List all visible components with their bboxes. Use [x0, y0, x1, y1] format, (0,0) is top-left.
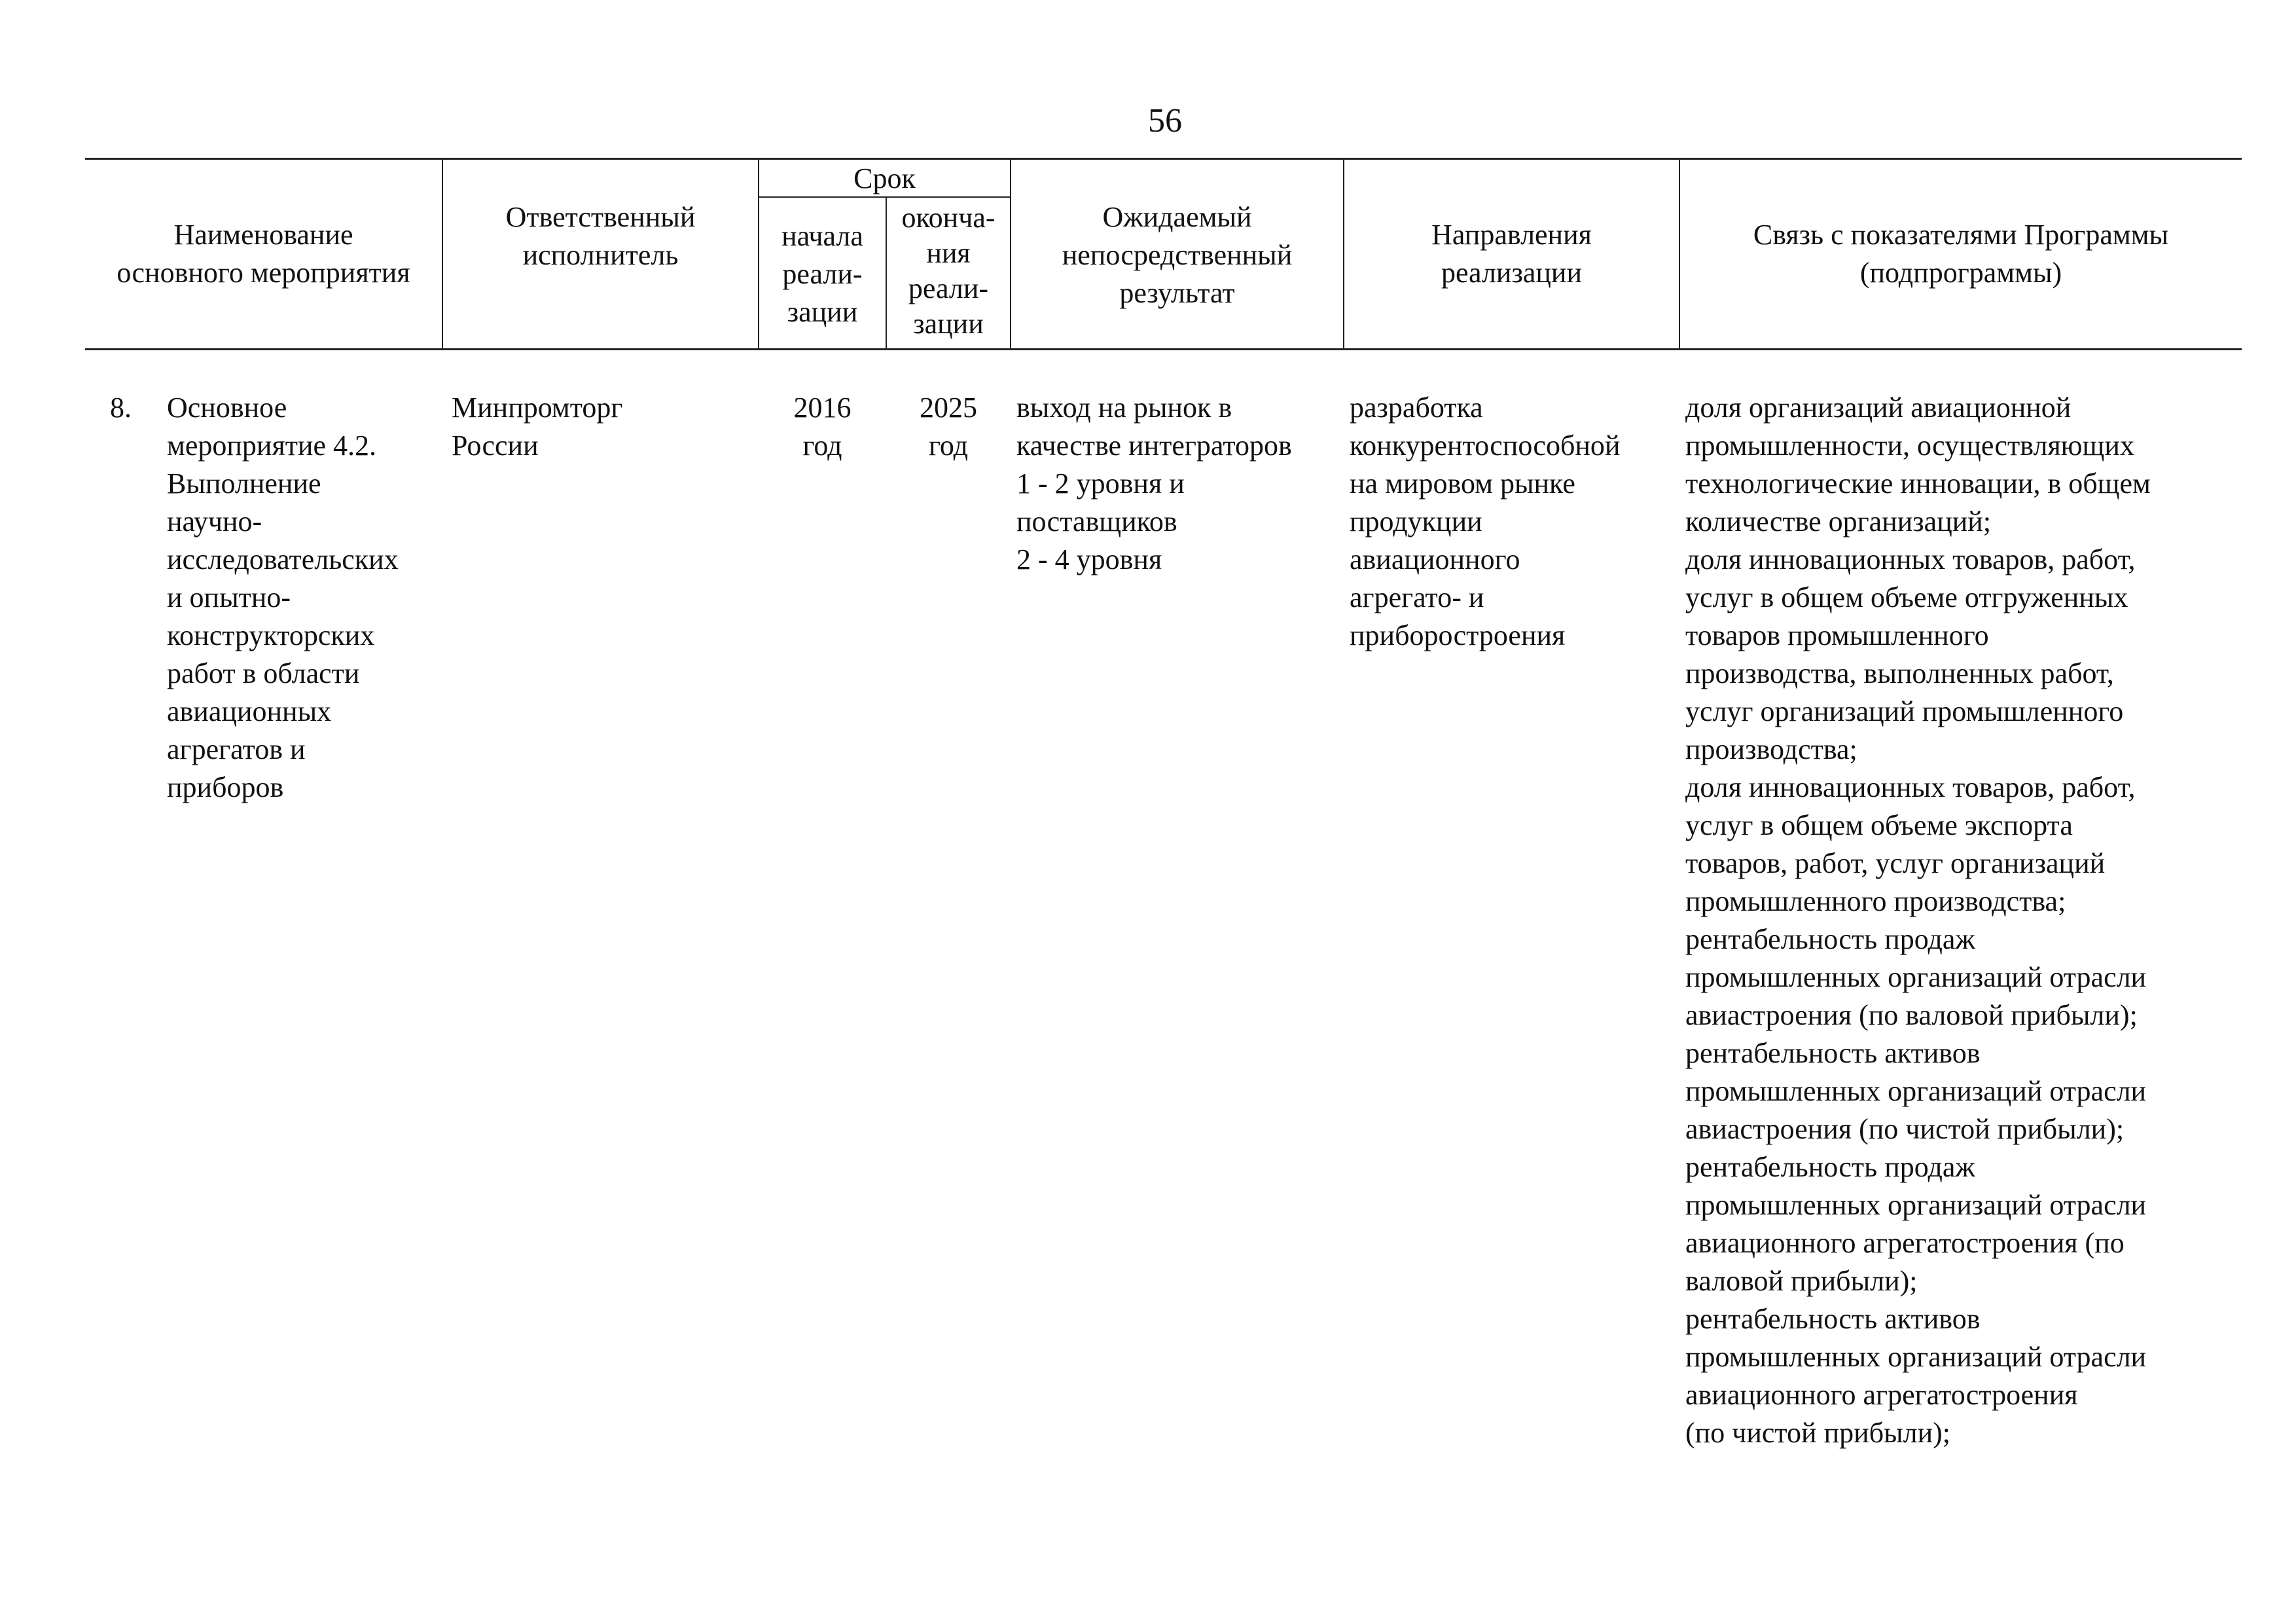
row-executor: Минпромторг России	[452, 392, 623, 462]
row-name: Основное мероприятие 4.2. Выполнение научно- исследовательских и опытно- конструкторских работ в области авиационных агрегатов и приборов	[167, 392, 399, 803]
header-name: Наименование основного мероприятия	[117, 219, 410, 289]
header-term: Срок	[853, 162, 916, 194]
header-indicators: Связь с показателями Программы (подпрограммы)	[1753, 219, 2169, 289]
header-bottom-rule	[85, 348, 2242, 350]
header-directions: Направления реализации	[1431, 219, 1592, 289]
header-end: оконча- ния реали- зации	[901, 202, 996, 340]
table-top-rule	[85, 158, 2242, 160]
header-executor: Ответственный исполнитель	[505, 201, 696, 271]
row-start: 2016 год	[793, 392, 852, 462]
header-start: начала реали- зации	[781, 220, 863, 328]
row-result: выход на рынок в качестве интеграторов 1 - 2 уровня и поставщиков 2 - 4 уровня	[1016, 392, 1292, 575]
row-end: 2025 год	[920, 392, 977, 462]
row-number: 8.	[110, 392, 132, 424]
row-directions: разработка конкурентоспособной на мировом рынке продукции авиационного агрегато- и приборостроения	[1350, 392, 1621, 651]
header-result: Ожидаемый непосредственный результат	[1062, 201, 1293, 309]
row-indicators: доля организаций авиационной промышленности, осуществляющих технологические инновации, в общем количестве организаций; доля инновационных товаров, работ, услуг в общем объеме отгруженных товаров промышленного производства, выполненных работ, услуг организаций промышленного производства; доля инновационных товаров, работ, услуг в общем объеме экспорта товаров, работ, услуг организаций промышленного производства; рентабельность продаж промышленных организаций отрасли авиастроения (по валовой прибыли); рентабельность активов промышленных организаций отрасли авиастроения (по чистой прибыли); рентабельность продаж промышленных организаций отрасли авиационного агрегатостроения (по валовой прибыли); рентабельность активов промышленных организаций отрасли авиационного агрегатостроения (по чистой прибыли);	[1685, 392, 2151, 1449]
page-number: 56	[1148, 102, 1182, 139]
